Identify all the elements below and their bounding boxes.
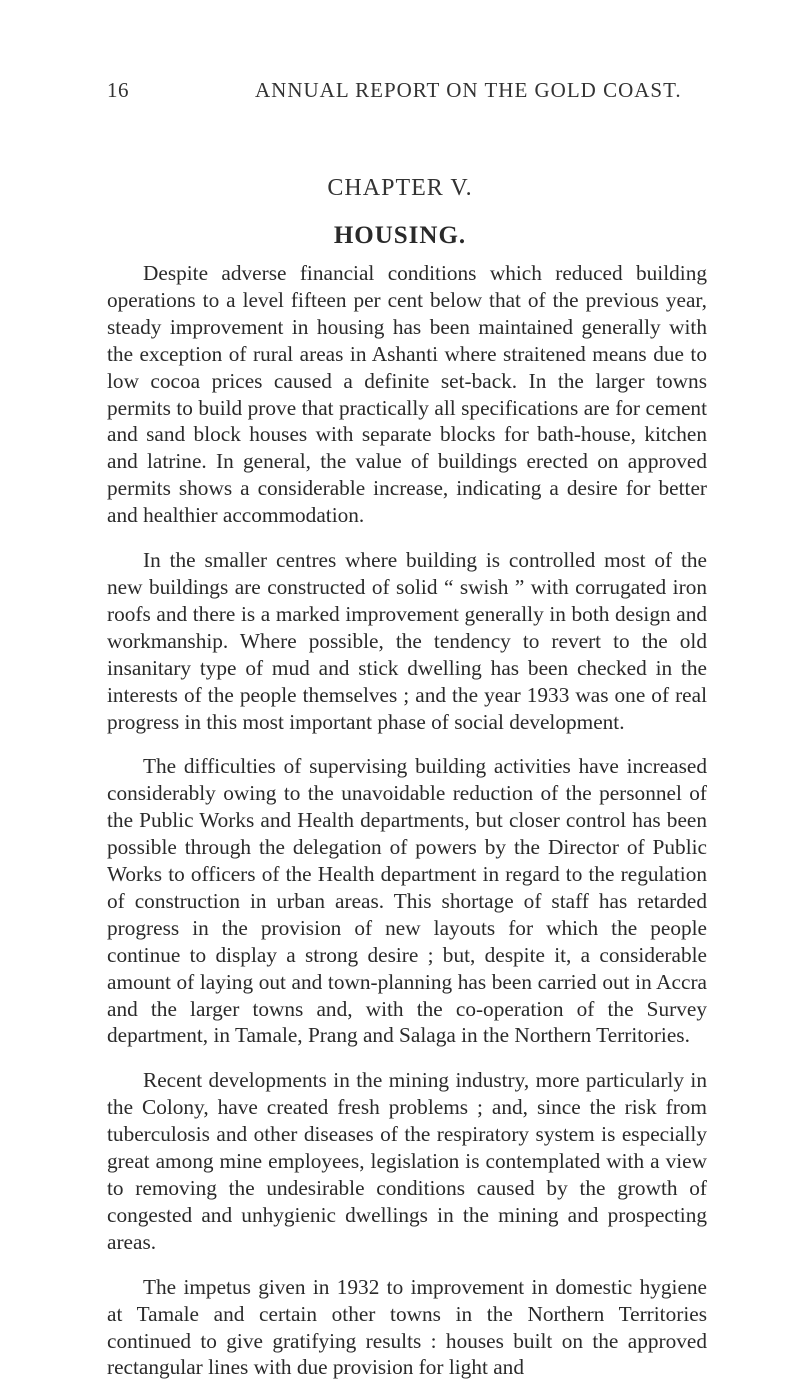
paragraph: The impetus given in 1932 to improvement in domestic hygiene at Tamale and certain other towns in the Northern Territories continued to give gratifying results : houses built on the approved rectangular lines with due provision for light and [107,1274,707,1380]
chapter-title: HOUSING. [333,222,467,249]
paragraph: Despite adverse financial conditions which reduced building operations to a level fifteen per cent below that of the previous year, steady improvement in housing has been maintained generally with the exception of rural areas in Ashanti where straitened means due to low cocoa prices caused a definite set-back. In the larger towns permits to build prove that practically all specifications are for cement and sand block houses with separate blocks for bath-house, kitchen and latrine. In general, the value of buildings erected on approved permits shows a considerable increase, indicating a desire for better and healthier accommodation. [107,261,707,528]
running-title: ANNUAL REPORT ON THE GOLD COAST. [255,78,682,102]
paragraph: Recent developments in the mining industry, more particularly in the Colony, have created fresh problems ; and, since the risk from tuberculosis and other diseases of the respiratory system is especially great among mine employees, legislation is contemplated with a view to removing the undesirable conditions caused by the growth of congested and unhygienic dwellings in the mining and prospecting areas. [107,1068,707,1254]
paragraph: The difficulties of supervising building activities have increased considerably owing to the unavoidable reduction of the personnel of the Public Works and Health departments, but closer control has been possible through the delegation of powers by the Director of Public Works to officers of the Health department in regard to the regulation of construction in urban areas. This shortage of staff has retarded progress in the provision of new layouts for which the people continue to display a strong desire ; but, despite it, a considerable amount of laying out and town-planning has been carried out in Accra and the larger towns and, with the co-operation of the Survey department, in Tamale, Prang and Salaga in the Northern Territories. [107,754,707,1048]
paragraph: In the smaller centres where building is controlled most of the new buildings are constructed of solid “ swish ” with corrugated iron roofs and there is a marked improvement generally in both design and workmanship. Where possible, the tendency to revert to the old insanitary type of mud and stick dwelling has been checked in the interests of the people themselves ; and the year 1933 was one of real progress in this most important phase of social development. [107,548,707,734]
body-text [107,260,707,1399]
chapter-label: CHAPTER V. [327,175,473,201]
page-number: 16 [107,78,129,102]
